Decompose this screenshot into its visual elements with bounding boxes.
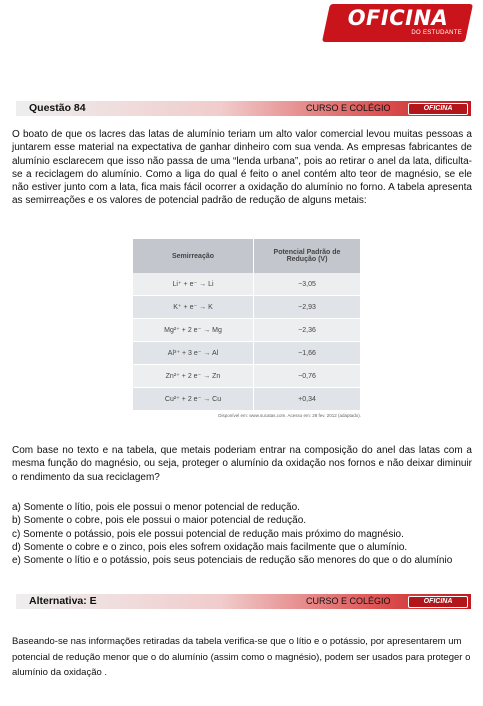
table-row (133, 296, 361, 319)
table-row (133, 319, 361, 342)
table-row (133, 365, 361, 388)
reaction-cell: Li⁺ + e⁻ → Li (133, 273, 254, 296)
mini-logo: OFICINA (408, 103, 468, 115)
answer-options-list (12, 501, 472, 567)
table-row (133, 388, 361, 411)
brand-logo-subtext: DO ESTUDANTE (411, 30, 462, 36)
table-row (133, 342, 361, 365)
answer-option-a: a) Somente o lítio, pois ele possui o menor potencial de redução. (12, 502, 300, 513)
potential-cell: +0,34 (254, 388, 361, 411)
reaction-cell: Zn²⁺ + 2 e⁻ → Zn (133, 365, 254, 388)
course-label: CURSO E COLÉGIO (306, 103, 391, 113)
mini-logo: OFICINA (408, 596, 468, 608)
brand-logo-text: OFICINA (347, 6, 449, 30)
answer-explanation-text: Baseando-se nas informações retiradas da tabela verifica-se que o lítio e o potássio, por apresentarem um potencial de redução menor que o do alumínio (assim como o magnésio), podem ser usados para proteger o alumínio da oxidação . (12, 636, 471, 678)
reaction-cell: Mg²⁺ + 2 e⁻ → Mg (133, 319, 254, 342)
reaction-cell: Cu²⁺ + 2 e⁻ → Cu (133, 388, 254, 411)
question-header-bar (16, 101, 471, 116)
answer-option-c: c) Somente o potássio, pois ele possui potencial de redução mais próximo do magnésio. (12, 528, 404, 540)
answer-option-d: d) Somente o cobre e o zinco, pois eles sofrem oxidação mais facilmente que o alumínio. (12, 541, 408, 553)
course-label: CURSO E COLÉGIO (306, 596, 391, 606)
table-row (133, 273, 361, 296)
correct-alternative: Alternativa: E (29, 595, 97, 607)
question-prompt-text: Com base no texto e na tabela, que metais poderiam entrar na composição do anel das latas com a mesma função do magnésio, ou seja, proteger o alumínio da oxidação nos fornos e não deixar diminuir o rendimento da sua reciclagem? (12, 445, 472, 483)
potential-cell: −2,93 (254, 296, 361, 319)
question-intro-text: O boato de que os lacres das latas de alumínio teriam um alto valor comercial levou muitas pessoas a juntarem esse material na expectativa de ganhar dinheiro com sua venda. As empresas fabricantes de alumínio esclarecem que isso não passa de uma “lenda urbana”, pois ao retirar o anel da lata, dificulta-se a reciclagem do alumínio. Como a liga do qual é feito o anel contém alto teor de magnésio, se ele não estiver junto com a lata, fica mais fácil ocorrer a oxidação do alumínio no forno. A tabela apresenta as semirreações e os valores de potencial padrão de redução de alguns metais: (12, 129, 472, 207)
question-number: Questão 84 (29, 102, 86, 114)
reaction-cell: K⁺ + e⁻ → K (133, 296, 254, 319)
potential-cell: −0,76 (254, 365, 361, 388)
table-header-potential: Potencial Padrão de Redução (V) (254, 239, 361, 273)
potential-cell: −3,05 (254, 273, 361, 296)
answer-option-e: e) Somente o lítio e o potássio, pois seus potenciais de redução são menores do que o do alumínio (12, 555, 453, 567)
answer-option-b: b) Somente o cobre, pois ele possui o maior potencial de redução. (12, 515, 307, 527)
table-header-reaction: Semirreação (133, 239, 254, 273)
potential-cell: −1,66 (254, 342, 361, 365)
table-source-note: Disponível em: www.sucatas.com. Acesso em: 28 fev. 2012 (adaptado). (218, 413, 361, 418)
potential-cell: −2,36 (254, 319, 361, 342)
answer-header-bar (16, 594, 471, 609)
reaction-cell: Al³⁺ + 3 e⁻ → Al (133, 342, 254, 365)
reduction-potential-table (133, 239, 361, 416)
